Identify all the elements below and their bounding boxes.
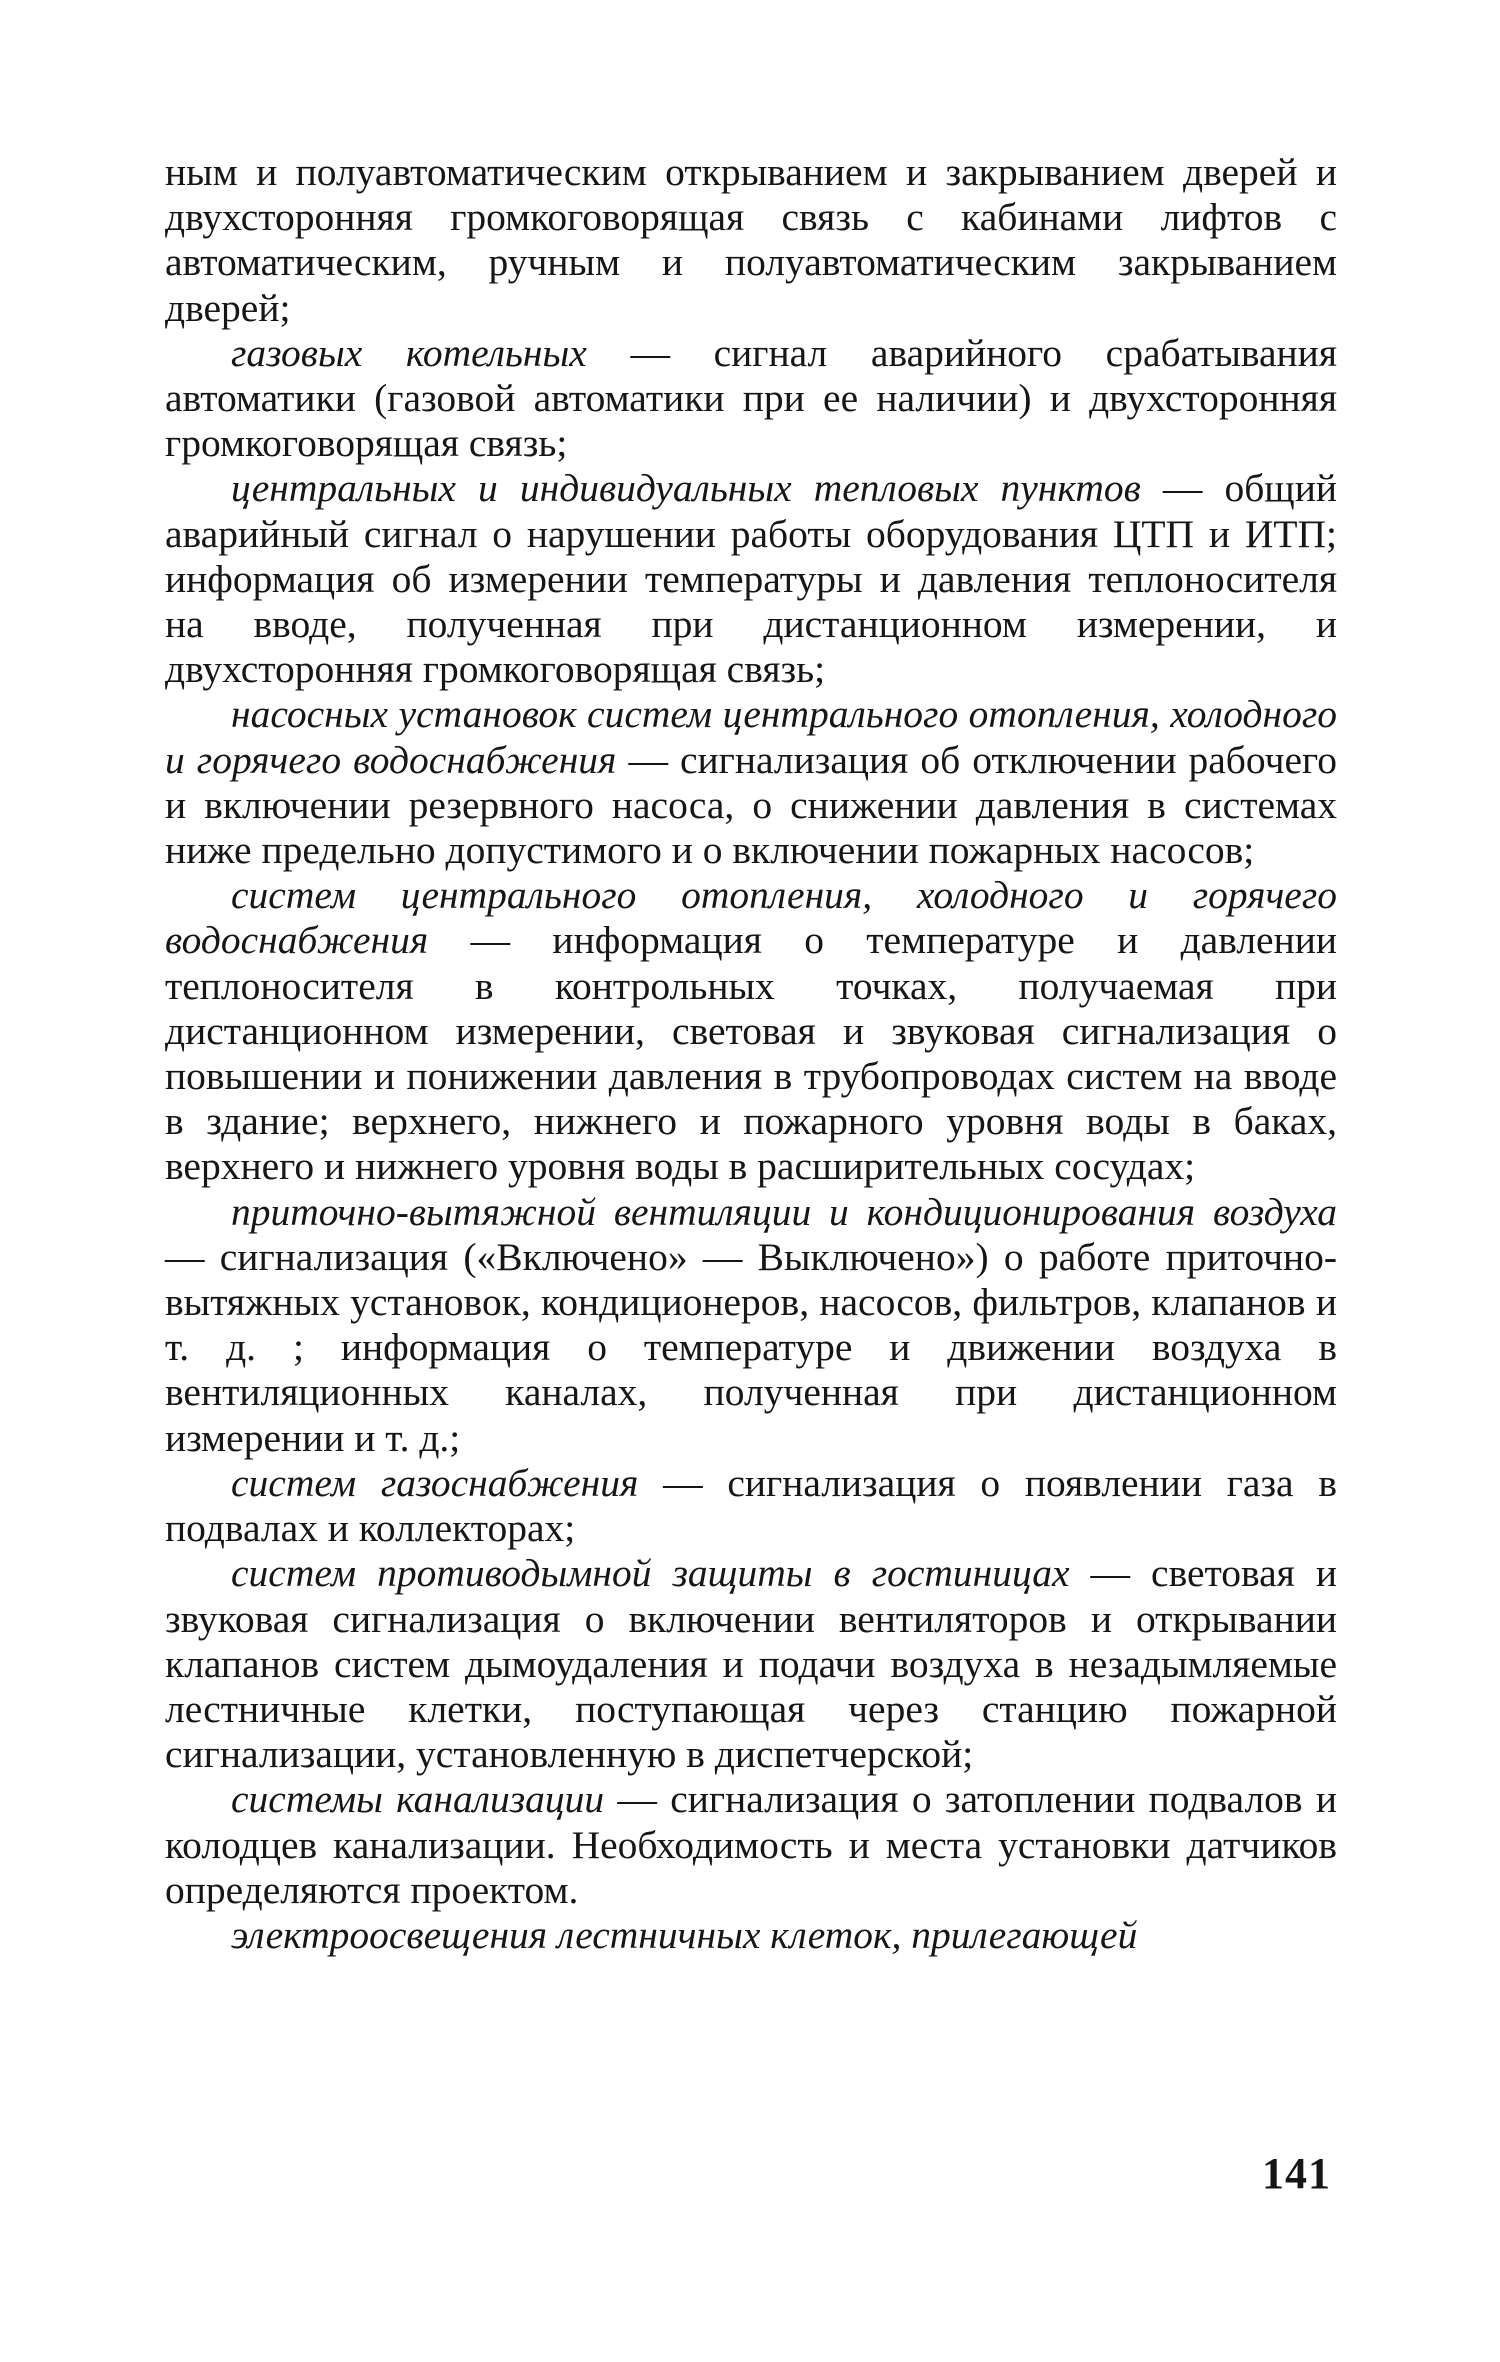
paragraph-term: приточно-вытяжной вентиляции и кондиционирования воздуха bbox=[231, 1189, 1337, 1234]
paragraph-term: систем центрального отопления, холодного и горячего водоснабжения bbox=[165, 873, 1337, 963]
paragraph-heat-points bbox=[165, 466, 1337, 692]
paragraph-text: — информация о температуре и давлении теплоносителя в контрольных точках, получаемая при дистанционном измерении, световая и звуковая сигнализация о повышении и понижении давления в трубопроводах систем на вводе в здание; верхнего, нижнего и пожарного уровня воды в баках, верхнего и нижнего уровня воды в расширительных сосудах; bbox=[165, 918, 1337, 1189]
paragraph-term: газовых котельных bbox=[231, 330, 587, 375]
paragraph-text: ным и полуавтоматическим открыванием и закрыванием дверей и двухсторонняя громкоговорящая связь с кабинами лифтов с автоматическим, ручным и полуавтоматическим закрыванием дверей; bbox=[165, 150, 1337, 330]
paragraph-heating-water bbox=[165, 873, 1337, 1189]
paragraph-term: системы канализации bbox=[231, 1777, 605, 1822]
paragraph-text: — сигнализация («Включено» — Выключено») о работе приточно-вытяжных установок, кондиционеров, насосов, фильтров, клапанов и т. д. ; информация о температуре и движении воздуха в вентиляционных каналах, полученная при дистанционном измерении и т. д.; bbox=[165, 1234, 1337, 1460]
paragraph-text: — световая и звуковая сигнализация о включении вентиляторов и открывании клапанов систем дымоудаления и подачи воздуха в незадымляемые лестничные клетки, поступающая через станцию пожарной сигнализации, установленную в диспетчерской; bbox=[165, 1551, 1337, 1777]
paragraph-gas-supply bbox=[165, 1461, 1337, 1551]
paragraph-term: электроосвещения лестничных клеток, прилегающей bbox=[231, 1912, 1138, 1957]
paragraph-text: — сигнал аварийного срабатывания автоматики (газовой автоматики при ее наличии) и двухсторонняя громкоговорящая связь; bbox=[165, 330, 1337, 466]
paragraph-text: — сигнализация об отключении рабочего и включении резервного насоса, о снижении давления в системах ниже предельно допустимого и о включении пожарных насосов; bbox=[165, 737, 1337, 873]
paragraph-stair-lighting bbox=[165, 1913, 1337, 1958]
paragraph-text: — сигнализация о появлении газа в подвалах и коллекторах; bbox=[165, 1460, 1337, 1551]
paragraph-term: систем газоснабжения bbox=[231, 1460, 639, 1505]
page-number: 141 bbox=[1262, 2149, 1331, 2198]
paragraph-pump-units bbox=[165, 692, 1337, 873]
paragraph-gas-boilers bbox=[165, 331, 1337, 467]
paragraph-term: насосных установок систем центрального отопления, холодного и горячего водоснабжения bbox=[165, 692, 1337, 782]
paragraph-smoke-protection bbox=[165, 1551, 1337, 1777]
paragraph-continuation bbox=[165, 150, 1337, 331]
paragraph-term: центральных и индивидуальных тепловых пунктов bbox=[231, 466, 1141, 511]
body-text bbox=[165, 150, 1337, 1958]
paragraph-term: систем противодымной защиты в гостиницах bbox=[231, 1551, 1070, 1596]
paragraph-text: — общий аварийный сигнал о нарушении работы оборудования ЦТП и ИТП; информация об измерении температуры и давления теплоносителя на вводе, полученная при дистанционном измерении, и двухсторонняя громкоговорящая связь; bbox=[165, 466, 1337, 692]
paragraph-sewerage bbox=[165, 1777, 1337, 1913]
paragraph-ventilation bbox=[165, 1190, 1337, 1461]
paragraph-text: — сигнализация о затоплении подвалов и колодцев канализации. Необходимость и места установки датчиков определяются проектом. bbox=[165, 1777, 1337, 1912]
